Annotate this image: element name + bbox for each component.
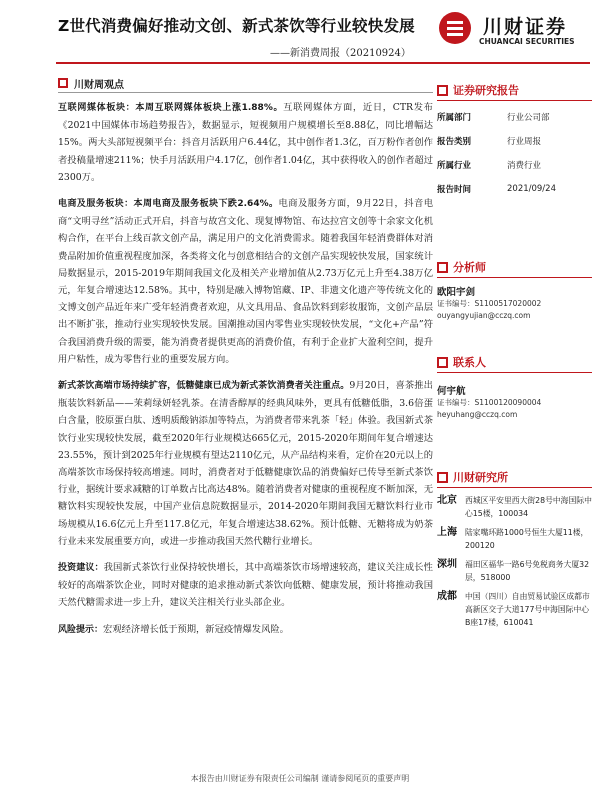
logo-mark-icon [439, 12, 471, 44]
office-item [437, 526, 592, 552]
info-key: 报告类别 [437, 137, 472, 147]
institute-icon [437, 472, 448, 483]
office-item [437, 558, 592, 584]
info-value: 行业公司部 [507, 113, 550, 123]
sidebar-institute-title: 川财研究所 [453, 471, 508, 484]
analyst-cert: 证书编号：S1100517020002 [437, 299, 542, 308]
info-key: 报告时间 [437, 185, 472, 195]
office-item [437, 590, 592, 629]
sidebar-report-title: 证券研究报告 [453, 84, 519, 97]
contact-cert: 证书编号：S1100120090004 [437, 398, 542, 407]
office-city: 上海 [437, 527, 457, 538]
paragraph-lead: 风险提示： [58, 624, 104, 635]
contact-email[interactable]: heyuhang@cczq.com [437, 410, 518, 419]
logo-text-cn: 川财证券 [483, 16, 568, 38]
office-address: 中国（四川）自由贸易试验区成都市高新区交子大道177号中海国际中心B座17楼，610041 [465, 592, 590, 627]
sidebar-report-header [437, 80, 592, 101]
sidebar-contact-title: 联系人 [453, 356, 486, 369]
analyst-name: 欧阳宇剑 [437, 287, 476, 298]
section-header [58, 74, 433, 93]
contact-icon [437, 357, 448, 368]
sidebar [437, 80, 592, 635]
office-city: 深圳 [437, 559, 457, 570]
office-address: 陆家嘴环路1000号恒生大厦11楼，200120 [465, 528, 589, 550]
report-title: Z世代消费偏好推动文创、新式茶饮等行业较快发展 [58, 17, 415, 35]
sidebar-analyst-title: 分析师 [453, 261, 486, 274]
info-value: 行业周报 [507, 137, 542, 147]
paragraph-body: 互联网媒体方面，近日，CTR发布《2021中国媒体市场趋势报告》，数据显示，短视频用户规模增长至8.88亿，同比增幅达15%。两大头部短视频平台：抖音月活跃用户6.44亿，其中创作者1.3亿，百万粉作者创作者投稿量增速211%；快手月活跃用户4.17亿，创作者1.04亿，其中获得收入的创作者超过2300万。 [58, 102, 433, 183]
paragraph-body: 宏观经济增长低于预期，新冠疫情爆发风险。 [103, 623, 289, 635]
office-city: 成都 [437, 591, 457, 602]
section-title: 川财周观点 [74, 79, 124, 91]
paragraph-lead: 新式茶饮高端市场持续扩容，低糖健康已成为新式茶饮消费者关注重点。 [58, 381, 350, 392]
paragraph-body: 电商及服务方面，9月22日，抖音电商“文明寻丝”活动正式开启，抖音与故宫文化、现复博物馆、布达拉宫文创等十余家文化机构合作，在平台上线百款文创产品，满足用户的文化消费需求。随着我国年轻消费群体对消费品附加价值重视程度加深，各类将文化与创意相结合的文创产品实现较快发展，国家统计局数据显示，2015-2019年期间我国文化及相关产业增加值从2.73万亿元上升至4.38万亿元，年复合增速达12.58%。其中，特别是融入博物馆藏、IP、非遗文化遗产等传统文化的文博文创产品近年来广受年轻消费者欢迎，从文具用品、食品饮料到彩妆服饰，文创产品层出不断扩张，推动行业实现较快发展。国潮推动国内零售业实现较快发展，“文化+产品”符合我国消费升级的需要，能为消费者提供更高的消费价值，有利于企业扩大盈利空间，提升用户粘性，成为零售行业的重要发展方向。 [58, 198, 433, 365]
info-key: 所属行业 [437, 161, 472, 171]
main-content [58, 74, 433, 648]
paragraph-body: 我国新式茶饮行业保持较快增长，其中高端茶饮市场增速较高，建议关注成长性较好的高端茶饮企业，同时对健康的追求推动新式茶饮向低糖、健康发展，预计将推动我国天然代糖需求进一步上升，建议关注相关行业头部企业。 [58, 562, 433, 609]
info-key: 所属部门 [437, 113, 472, 123]
office-city: 北京 [437, 495, 457, 506]
paragraph-internet-media [58, 99, 433, 186]
office-address: 西城区平安里西大街28号中海国际中心15楼，100034 [465, 496, 592, 518]
header-divider [56, 62, 590, 64]
office-address: 福田区福华一路6号免税商务大厦32层，518000 [465, 560, 590, 582]
page-footer: 本报告由川财证券有限责任公司编制 谨请参阅尾页的重要声明 [190, 774, 410, 783]
office-item [437, 494, 592, 520]
analyst-icon [437, 262, 448, 273]
brand-logo [439, 12, 589, 50]
paragraph-lead: 互联网媒体板块：本周互联网媒体板块上涨1.88%。 [58, 103, 284, 113]
info-row [437, 129, 592, 153]
info-value: 消费行业 [507, 161, 542, 171]
logo-text-en: CHUANCAI SECURITIES [479, 37, 575, 46]
info-row [437, 105, 592, 129]
analyst-email[interactable]: ouyangyujian@cczq.com [437, 311, 531, 320]
report-icon [437, 85, 448, 96]
paragraph-body: 9月20日，喜茶推出瓶装饮料新品——茉莉绿妍轻乳茶。在清香醇厚的经典风味外，更具有低糖低脂，3.6倍蛋白含量，胶原蛋白肽、透明质酸钠添加等特点，为消费者带来乳茶「轻」体验。我国新式茶饮行业实现较快发展，截至2020年行业规模达665亿元，2015-2020年期间年复合增速达23.55%，预计到2025年行业规模有望达2110亿元，从产品结构来看，定价在20元以上的高端茶饮市场保持较高增速。同时，消费者对于低糖健康饮品的消费偏好已传导至新式茶饮行业，据统计要求减糖的订单数占比高达48%。随着消费者对健康的重视程度不断加深，无糖饮料实现较快发展，中国产业信息院数据显示，2014-2020年期间我国无糖饮料行业市场规模从16.6亿元上升至117.8亿元，年复合增速达38.62%。预计低糖、无糖将成为奶茶行业未来发展重要方向，或进一步推动我国天然代糖行业增长。 [58, 380, 433, 547]
office-list [437, 494, 592, 629]
sidebar-analyst-header [437, 257, 592, 278]
sidebar-contact-header [437, 352, 592, 373]
info-value: 2021/09/24 [507, 184, 556, 194]
info-row [437, 177, 592, 201]
contact-name: 何宇航 [437, 386, 466, 397]
section-square-icon [58, 78, 68, 88]
paragraph-tea-drinks [58, 377, 433, 550]
info-row [437, 153, 592, 177]
paragraph-lead: 投资建议： [58, 563, 104, 574]
paragraph-risk [58, 621, 433, 639]
report-subtitle: ——新消费周报（20210924） [270, 48, 411, 59]
sidebar-institute-header [437, 467, 592, 488]
paragraph-lead: 电商及服务板块：本周电商及服务板块下跌2.64%。 [58, 199, 279, 210]
report-info [437, 105, 592, 201]
paragraph-investment [58, 559, 433, 612]
paragraph-ecommerce [58, 195, 433, 368]
